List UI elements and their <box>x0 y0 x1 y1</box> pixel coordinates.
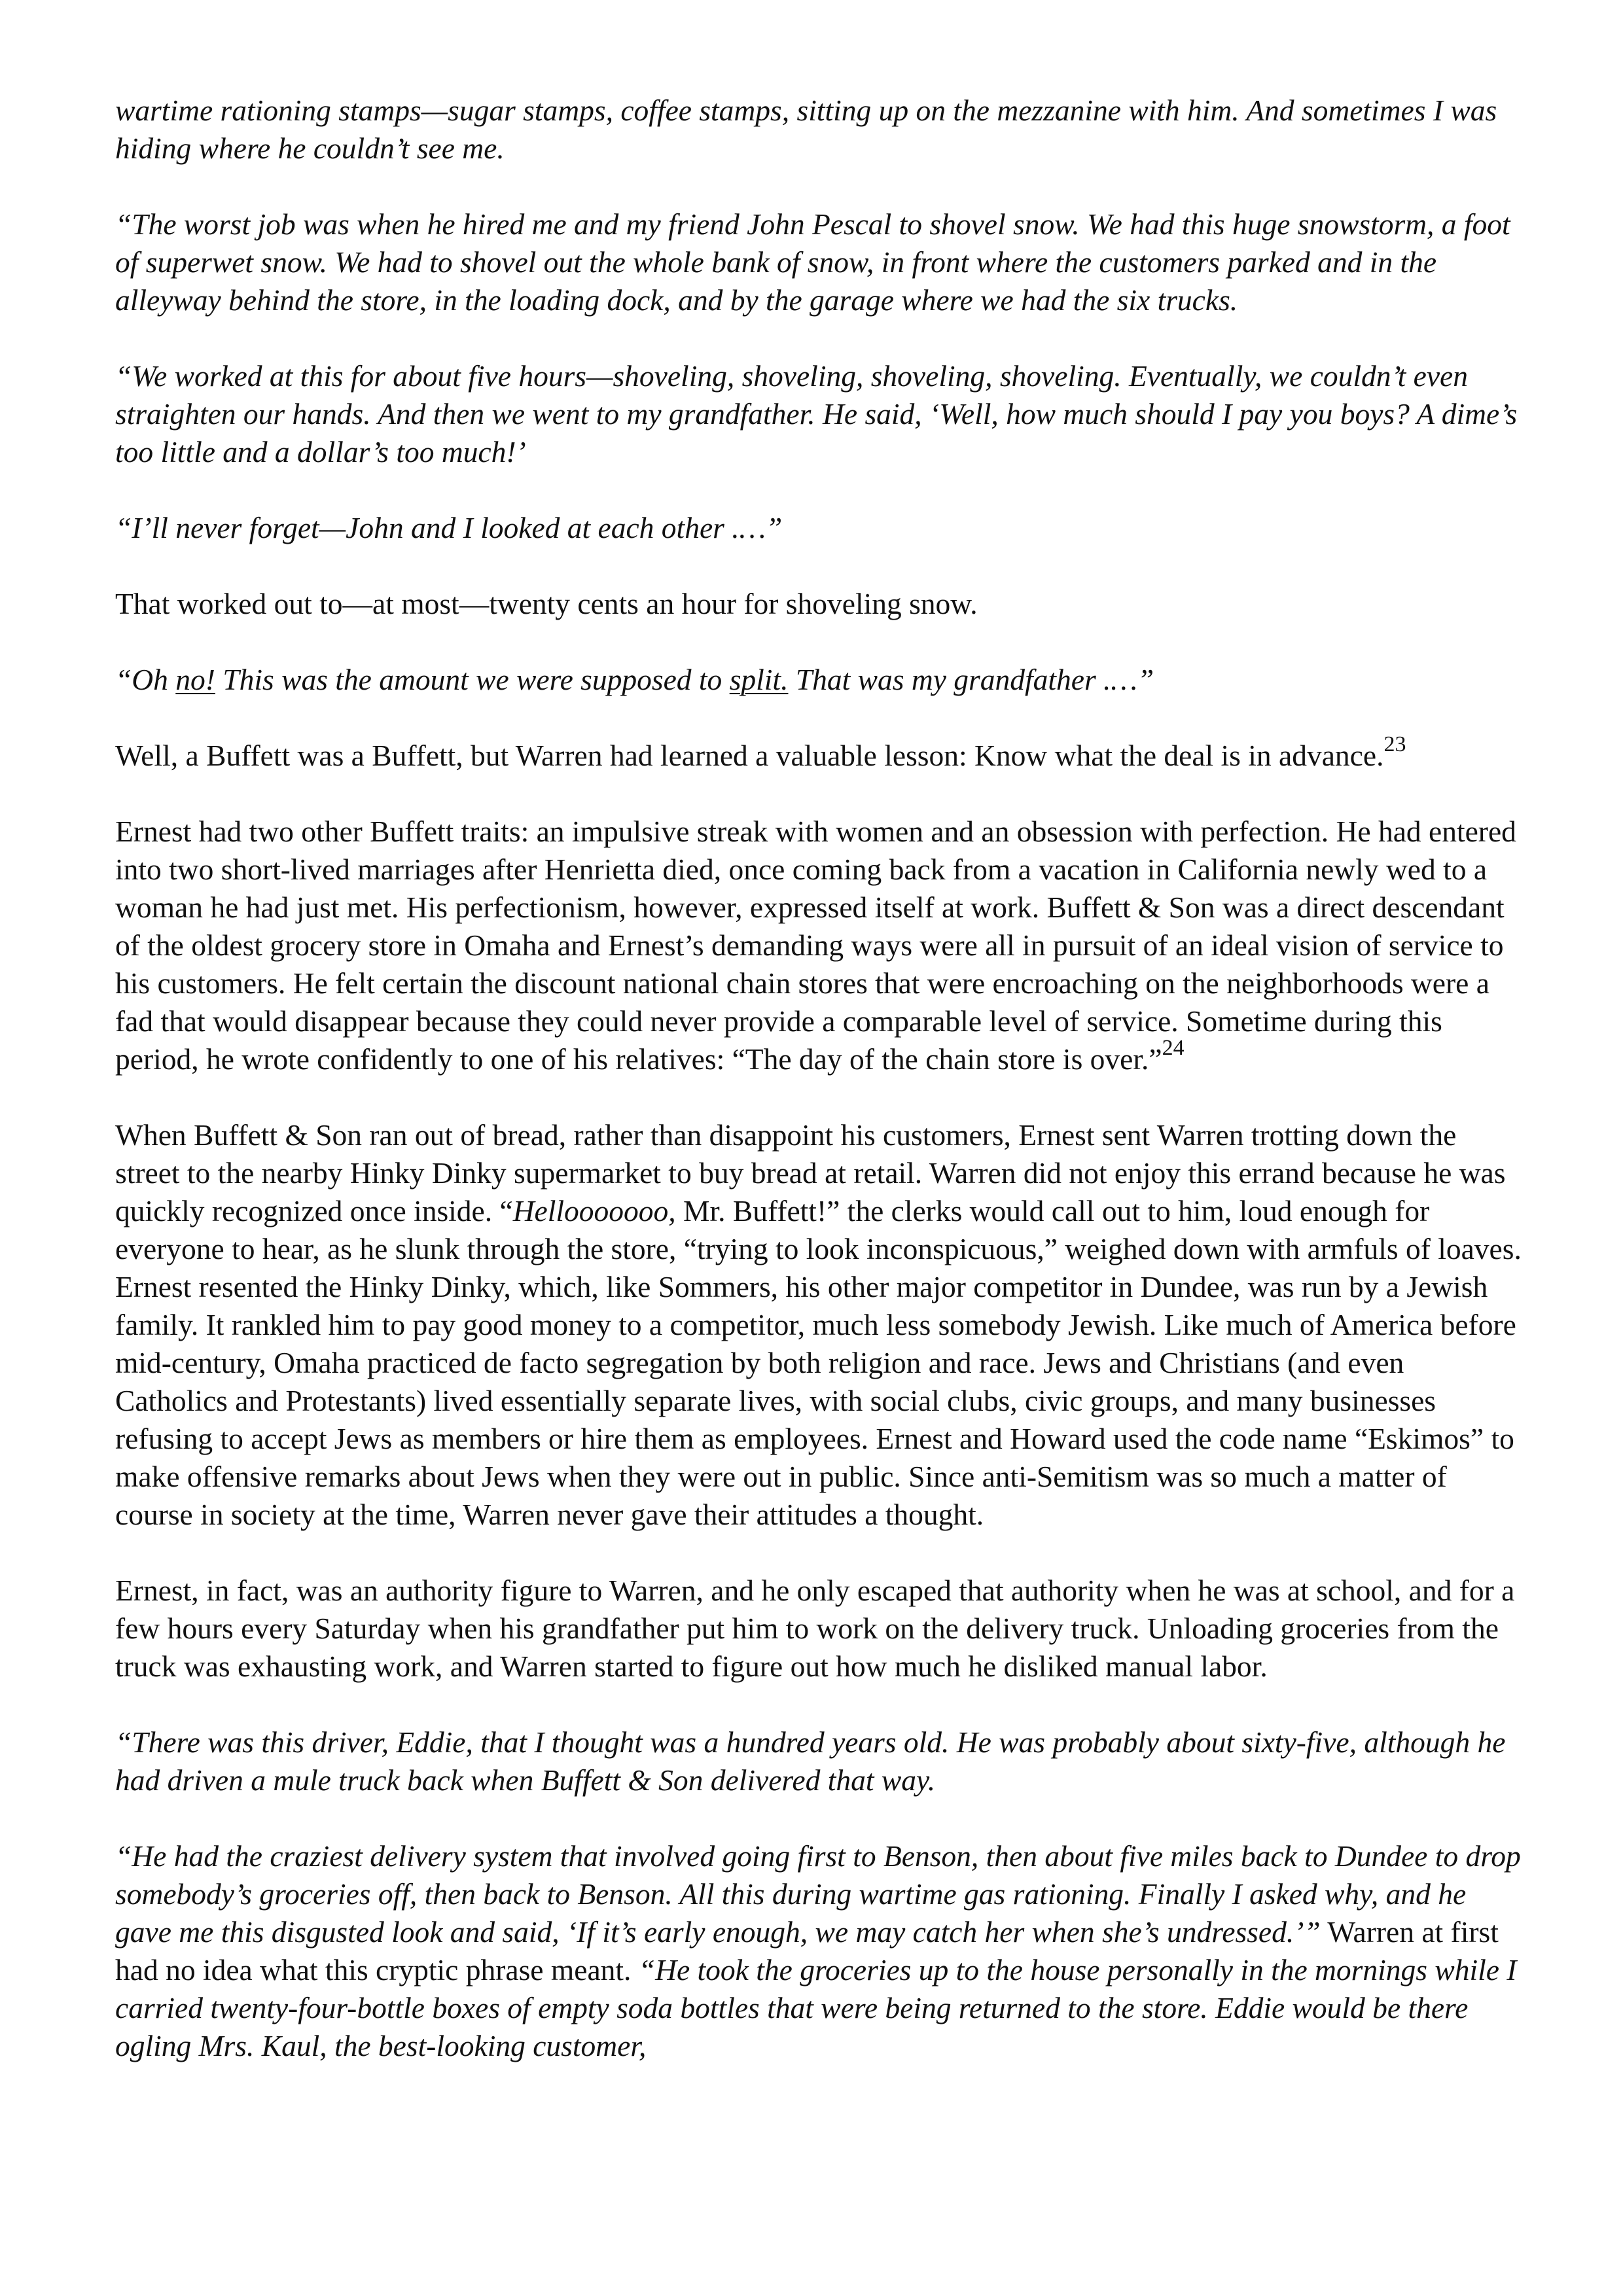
paragraph <box>115 205 1522 319</box>
document-page <box>115 92 1522 2103</box>
text-run: “The worst job was when he hired me and my friend John Pescal to shovel snow. We had this huge snowstorm, a foot of superwet snow. We had to shovel out the whole bank of snow, in front where the customers parked and in the alleyway behind the store, in the loading dock, and by the garage where we had the six trucks. <box>115 207 1510 317</box>
paragraph <box>115 1723 1522 1799</box>
text-run: Warren at first had no idea what this cryptic phrase meant. <box>115 1915 1499 1987</box>
paragraph <box>115 357 1522 471</box>
text-run: Well, a Buffett was a Buffett, but Warren had learned a valuable lesson: Know what the deal is in advance. <box>115 739 1384 772</box>
text-run: Ernest, in fact, was an authority figure to Warren, and he only escaped that authority when he was at school, and for a few hours every Saturday when his grandfather put him to work on the delivery truck. Unloading groceries from the truck was exhausting work, and Warren started to figure out how much he disliked manual labor. <box>115 1574 1515 1683</box>
text-run: “There was this driver, Eddie, that I thought was a hundred years old. He was probably about sixty-five, although he had driven a mule truck back when Buffett & Son delivered that way. <box>115 1725 1506 1797</box>
paragraph <box>115 1572 1522 1686</box>
text-run: “He had the craziest delivery system that involved going first to Benson, then about five miles back to Dundee to drop somebody’s groceries off, then back to Benson. All this during wartime gas rationing. Finally I asked why, and he gave me this disgusted look and said, ‘If it’s early enough, we may catch her when she’s undressed.’” <box>115 1839 1521 1949</box>
text-run: This was the amount we were supposed to <box>215 663 730 696</box>
paragraph <box>115 1837 1522 2065</box>
text-run: Hellooooooo, <box>512 1194 676 1227</box>
paragraph <box>115 585 1522 623</box>
text-run: Mr. Buffett!” the clerks would call out to him, loud enough for everyone to hear, as he slunk through the store, “trying to look inconspicuous,” weighed down with armfuls of loaves. Ernest resented the Hinky Dinky, which, like Sommers, his other major competitor in Dundee, was run by a Jewish family. It rankled him to pay good money to a competitor, much less somebody Jewish. Like much of America before mid-century, Omaha practiced de facto segregation by both religion and race. Jews and Christians (and even Catholics and Protestants) lived essentially separate lives, with social clubs, civic groups, and many businesses refusing to accept Jews as members or hire them as employees. Ernest and Howard used the code name “Eskimos” to make offensive remarks about Jews when they were out in public. Since anti-Semitism was so much a matter of course in society at the time, Warren never gave their attitudes a thought. <box>115 1194 1522 1531</box>
footnote-marker[interactable]: 24 <box>1162 1036 1185 1060</box>
paragraph <box>115 732 1522 775</box>
text-run: “I’ll never forget—John and I looked at each other .…” <box>115 511 783 544</box>
text-run: Ernest had two other Buffett traits: an impulsive streak with women and an obsession with perfection. He had entered into two short-lived marriages after Henrietta died, once coming back from a vacation in California newly wed to a woman he had just met. His perfectionism, however, expressed itself at work. Buffett & Son was a direct descendant of the oldest grocery store in Omaha and Ernest’s demanding ways were all in pursuit of an ideal vision of service to his customers. He felt certain the discount national chain stores that were encroaching on the neighborhoods were a fad that would disappear because they could never provide a comparable level of service. Sometime during this period, he wrote confidently to one of his relatives: “The day of the chain store is over.” <box>115 815 1516 1076</box>
paragraph <box>115 1116 1522 1534</box>
text-run: When Buffett & Son ran out of bread, rather than disappoint his customers, Ernest sent Warren trotting down the street to the nearby Hinky Dinky supermarket to buy bread at retail. Warren did not enjoy this errand because he was quickly recognized once inside. “ <box>115 1118 1506 1227</box>
underlined-text: split. <box>729 663 789 696</box>
paragraph <box>115 509 1522 547</box>
text-run: “Oh <box>115 663 176 696</box>
paragraph <box>115 813 1522 1078</box>
underlined-text: no! <box>175 663 215 696</box>
paragraph <box>115 661 1522 699</box>
text-run: wartime rationing stamps—sugar stamps, coffee stamps, sitting up on the mezzanine with him. And sometimes I was hiding where he couldn’t see me. <box>115 94 1497 165</box>
text-run: That was my grandfather .…” <box>788 663 1154 696</box>
text-run: “We worked at this for about five hours—shoveling, shoveling, shoveling, shoveling. Eventually, we couldn’t even straighten our hands. And then we went to my grandfather. He said, ‘Well, how much should I pay you boys? A dime’s too little and a dollar’s too much!’ <box>115 359 1518 468</box>
footnote-marker[interactable]: 23 <box>1383 732 1406 756</box>
text-run: That worked out to—at most—twenty cents an hour for shoveling snow. <box>115 587 978 620</box>
paragraph <box>115 92 1522 168</box>
text-run: “He took the groceries up to the house personally in the mornings while I carried twenty-four-bottle boxes of empty soda bottles that were being returned to the store. Eddie would be there ogling Mrs. Kaul, the best-looking customer, <box>115 1953 1517 2062</box>
